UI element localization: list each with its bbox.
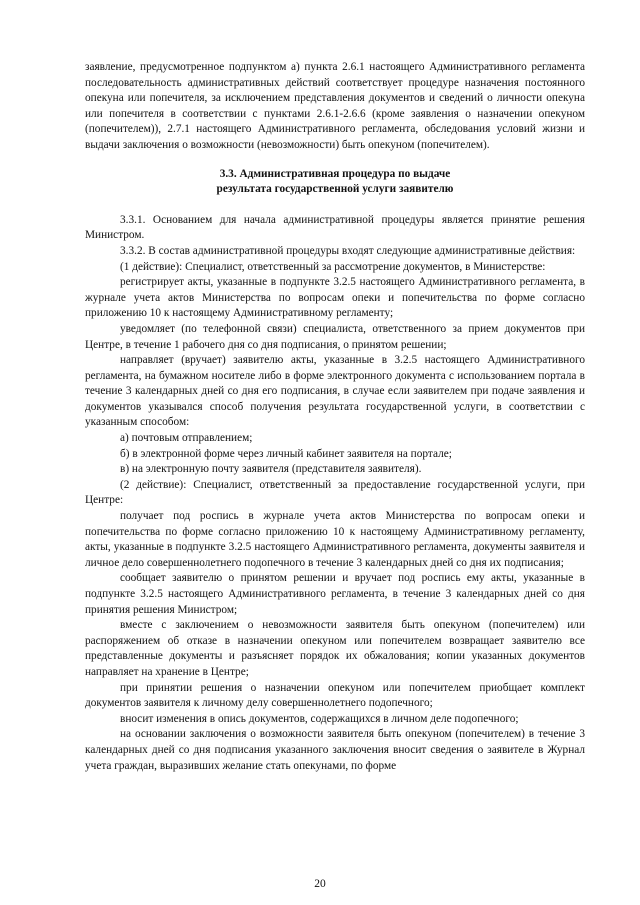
action1-item1: регистрирует акты, указанные в подпункте 3.2.5 настоящего Административного регламента, в журнале учета актов Министерства по вопросам опеки и попечительства по форме согласно приложению 10 к настоящему Административному регламенту;: [85, 276, 585, 320]
document-body: [85, 60, 585, 774]
action2-intro: (2 действие): Специалист, ответственный за предоставление государственной услуги, при Центре:: [85, 478, 585, 507]
section-heading-line1: 3.3. Административная процедура по выдаче: [219, 167, 451, 180]
section-heading: [85, 167, 585, 198]
action1-item2: уведомляет (по телефонной связи) специалиста, ответственного за прием документов при Центре, в течение 1 рабочего дня со дня подписания, о принятом решении;: [85, 322, 585, 351]
page-number: 20: [314, 878, 326, 890]
section-heading-line2: результата государственной услуги заявителю: [216, 183, 454, 196]
action2-item4: при принятии решения о назначении опекуном или попечителем приобщает комплект документов заявителя к личному делу совершеннолетнего подопечного;: [85, 681, 585, 710]
action1-item3: направляет (вручает) заявителю акты, указанные в 3.2.5 настоящего Административного регламента, на бумажном носителе либо в форме электронного документа с использованием портала в течение 3 календарных дней со дня его подписания, в случае если заявителем при подаче заявления и документов указывался способ получения результата государственной услуги, в соответствии с указанным способом:: [85, 354, 585, 429]
method-b: б) в электронной форме через личный кабинет заявителя на портале;: [120, 447, 452, 460]
action2-item3: вместе с заключением о невозможности заявителя быть опекуном (попечителем) или распоряжением об отказе в назначении опекуном или попечителем возвращает заявителю все представленные документы и разъясняет порядок их обжалования; копии указанных документов направляет на хранение в Центре;: [85, 619, 585, 678]
paragraph-3-3-2: 3.3.2. В состав административной процедуры входят следующие административные действия:: [120, 244, 576, 257]
action1-intro: (1 действие): Специалист, ответственный за рассмотрение документов, в Министерстве:: [120, 260, 546, 273]
action2-item1: получает под роспись в журнале учета актов Министерства по вопросам опеки и попечительства по форме согласно приложению 10 к настоящему Административному регламенту, акты, указанные в подпункте 3.2.5 настоящего Административного регламента, документы заявителя и личное дело совершеннолетнего подопечного в течение 3 календарных дней со дня их подписания;: [85, 510, 585, 569]
paragraph-3-3-1: 3.3.1. Основанием для начала административной процедуры является принятие решения Министром.: [85, 213, 585, 242]
action2-item2: сообщает заявителю о принятом решении и вручает под роспись ему акты, указанные в подпункте 3.2.5 настоящего Административного регламента, в течение 3 календарных дней со дня принятия решения Министром;: [85, 572, 585, 616]
method-a: а) почтовым отправлением;: [120, 432, 253, 445]
action2-item6: на основании заключения о возможности заявителя быть опекуном (попечителем) в течение 3 календарных дней со дня подписания указанного заключения вносит сведения о заявителе в Журнал учета граждан, выразивших желание стать опекунами, по форме: [85, 728, 585, 772]
action2-item5: вносит изменения в опись документов, содержащихся в личном деле подопечного;: [120, 712, 519, 725]
intro-paragraph: заявление, предусмотренное подпунктом а) пункта 2.6.1 настоящего Административного регламента последовательность административных действий соответствует процедуре назначения постоянного опекуна или попечителя, за исключением представления документов и сведений о личности опекуна или попечителя в соответствии с пунктами 2.6.1-2.6.6 (кроме заявления о назначении опекуном (попечителем)), 2.7.1 настоящего Административного регламента, обследования условий жизни и выдачи заключения о возможности (невозможности) быть опекуном (попечителем).: [85, 61, 585, 151]
method-c: в) на электронную почту заявителя (представителя заявителя).: [120, 463, 422, 476]
